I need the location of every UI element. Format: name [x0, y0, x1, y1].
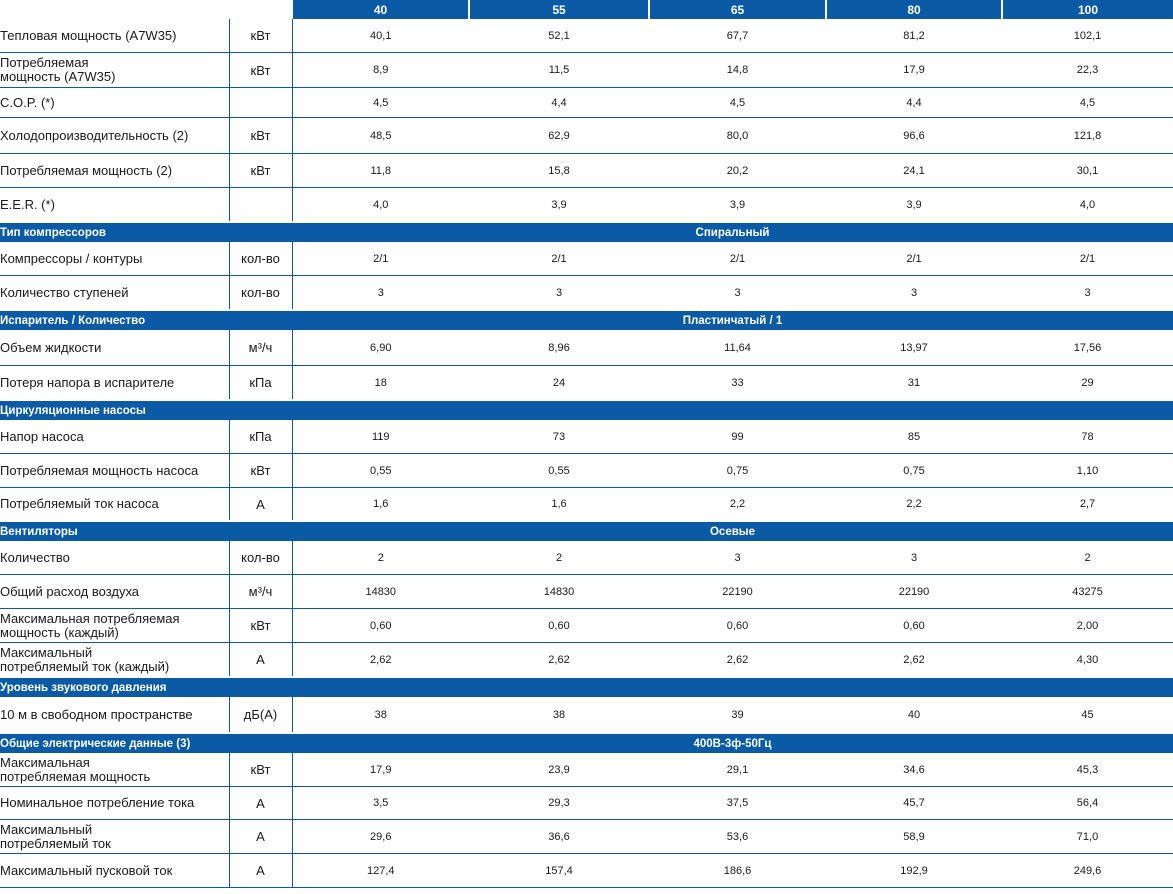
value-cell: 4,5	[1002, 88, 1173, 118]
value-cell: 3,9	[469, 188, 649, 223]
value-cell: 20,2	[649, 154, 826, 188]
value-cell: 8,96	[469, 330, 649, 366]
value-cell: 17,9	[292, 753, 469, 787]
row-unit: кол-во	[229, 276, 292, 311]
row-unit: кол-во	[229, 541, 292, 575]
value-cell: 2,62	[826, 643, 1002, 678]
value-cell: 24,1	[826, 154, 1002, 188]
value-cell: 22190	[826, 575, 1002, 609]
value-cell: 0,60	[649, 609, 826, 643]
value-cell: 53,6	[649, 820, 826, 854]
row-label: Потребляемая мощность (A7W35)	[0, 53, 229, 88]
row-label: Потребляемый ток насоса	[0, 488, 229, 522]
row-label: Общий расход воздуха	[0, 575, 229, 609]
row-label: 10 м в свободном пространстве	[0, 697, 229, 733]
value-cell: 2/1	[649, 242, 826, 276]
table-row	[0, 609, 1173, 643]
value-cell: 38	[469, 697, 649, 733]
section-value: Осевые	[292, 521, 1173, 541]
value-cell: 4,0	[292, 188, 469, 223]
value-cell: 17,56	[1002, 330, 1173, 366]
value-cell: 73	[469, 420, 649, 454]
table-row	[0, 454, 1173, 488]
row-unit: дБ(А)	[229, 697, 292, 733]
row-label: C.O.P. (*)	[0, 88, 229, 118]
table-row	[0, 330, 1173, 366]
row-unit: A	[229, 820, 292, 854]
value-cell: 3,9	[649, 188, 826, 223]
value-cell: 81,2	[826, 19, 1002, 53]
model-header-row	[0, 0, 1173, 19]
value-cell: 0,60	[469, 609, 649, 643]
table-row	[0, 19, 1173, 53]
value-cell: 38	[292, 697, 469, 733]
value-cell: 34,6	[826, 753, 1002, 787]
value-cell: 4,0	[1002, 188, 1173, 223]
value-cell: 71,0	[1002, 820, 1173, 854]
value-cell: 4,5	[649, 88, 826, 118]
section-header-row	[0, 521, 1173, 541]
row-label: Напор насоса	[0, 420, 229, 454]
value-cell: 3	[649, 276, 826, 311]
value-cell: 14830	[469, 575, 649, 609]
value-cell: 36,6	[469, 820, 649, 854]
value-cell: 192,9	[826, 854, 1002, 888]
row-label: Потребляемая мощность насоса	[0, 454, 229, 488]
value-cell: 11,5	[469, 53, 649, 88]
model-header-cell: 100	[1002, 0, 1173, 19]
value-cell: 24	[469, 366, 649, 401]
row-label: Максимальная потребляемая мощность (каждый)	[0, 609, 229, 643]
header-blank-cell	[0, 0, 292, 19]
value-cell: 4,30	[1002, 643, 1173, 678]
table-row	[0, 366, 1173, 401]
table-row	[0, 643, 1173, 678]
row-unit	[229, 188, 292, 223]
value-cell: 29	[1002, 366, 1173, 401]
value-cell: 31	[826, 366, 1002, 401]
model-header-cell: 80	[826, 0, 1002, 19]
model-header-cell: 40	[292, 0, 469, 19]
value-cell: 15,8	[469, 154, 649, 188]
value-cell: 85	[826, 420, 1002, 454]
value-cell: 186,6	[649, 854, 826, 888]
row-unit: кВт	[229, 118, 292, 154]
value-cell: 40,1	[292, 19, 469, 53]
value-cell: 0,60	[292, 609, 469, 643]
value-cell: 2/1	[826, 242, 1002, 276]
value-cell: 45,3	[1002, 753, 1173, 787]
section-header-row	[0, 400, 1173, 420]
value-cell: 13,97	[826, 330, 1002, 366]
value-cell: 4,4	[469, 88, 649, 118]
value-cell: 3	[826, 276, 1002, 311]
table-row	[0, 697, 1173, 733]
value-cell: 3	[826, 541, 1002, 575]
row-label: Номинальное потребление тока	[0, 787, 229, 820]
section-title: Испаритель / Количество	[0, 310, 292, 330]
section-title: Вентиляторы	[0, 521, 292, 541]
value-cell: 45,7	[826, 787, 1002, 820]
value-cell: 2,2	[826, 488, 1002, 522]
row-unit: кВт	[229, 19, 292, 53]
value-cell: 2,62	[292, 643, 469, 678]
row-unit: м³/ч	[229, 330, 292, 366]
value-cell: 2	[469, 541, 649, 575]
value-cell: 3	[649, 541, 826, 575]
value-cell: 11,64	[649, 330, 826, 366]
value-cell: 119	[292, 420, 469, 454]
row-unit: A	[229, 488, 292, 522]
row-label: Потребляемая мощность (2)	[0, 154, 229, 188]
row-unit: кВт	[229, 454, 292, 488]
row-label: Потеря напора в испарителе	[0, 366, 229, 401]
value-cell: 1,6	[292, 488, 469, 522]
table-row	[0, 88, 1173, 118]
section-title: Уровень звукового давления	[0, 677, 292, 697]
table-row	[0, 541, 1173, 575]
table-row	[0, 753, 1173, 787]
value-cell: 17,9	[826, 53, 1002, 88]
row-unit: кПа	[229, 366, 292, 401]
value-cell: 121,8	[1002, 118, 1173, 154]
value-cell: 0,75	[649, 454, 826, 488]
value-cell: 0,55	[469, 454, 649, 488]
table-row	[0, 188, 1173, 223]
value-cell: 99	[649, 420, 826, 454]
section-header-row	[0, 733, 1173, 753]
section-value	[292, 677, 1173, 697]
table-row	[0, 420, 1173, 454]
value-cell: 2/1	[1002, 242, 1173, 276]
value-cell: 2,62	[469, 643, 649, 678]
row-label: Холодопроизводительность (2)	[0, 118, 229, 154]
row-label: E.E.R. (*)	[0, 188, 229, 223]
row-unit: кол-во	[229, 242, 292, 276]
value-cell: 249,6	[1002, 854, 1173, 888]
value-cell: 48,5	[292, 118, 469, 154]
value-cell: 3	[469, 276, 649, 311]
value-cell: 127,4	[292, 854, 469, 888]
value-cell: 40	[826, 697, 1002, 733]
value-cell: 67,7	[649, 19, 826, 53]
value-cell: 29,6	[292, 820, 469, 854]
value-cell: 37,5	[649, 787, 826, 820]
section-title: Циркуляционные насосы	[0, 400, 292, 420]
value-cell: 23,9	[469, 753, 649, 787]
table-row	[0, 118, 1173, 154]
value-cell: 157,4	[469, 854, 649, 888]
value-cell: 0,75	[826, 454, 1002, 488]
value-cell: 14830	[292, 575, 469, 609]
table-row	[0, 787, 1173, 820]
value-cell: 11,8	[292, 154, 469, 188]
row-label: Количество ступеней	[0, 276, 229, 311]
row-label: Максимальный потребляемый ток (каждый)	[0, 643, 229, 678]
value-cell: 2,7	[1002, 488, 1173, 522]
row-unit	[229, 88, 292, 118]
row-unit: кВт	[229, 609, 292, 643]
value-cell: 29,1	[649, 753, 826, 787]
section-title: Тип компрессоров	[0, 222, 292, 242]
table-row	[0, 488, 1173, 522]
row-label: Компрессоры / контуры	[0, 242, 229, 276]
value-cell: 29,3	[469, 787, 649, 820]
table-row	[0, 242, 1173, 276]
value-cell: 58,9	[826, 820, 1002, 854]
value-cell: 14,8	[649, 53, 826, 88]
value-cell: 0,55	[292, 454, 469, 488]
value-cell: 56,4	[1002, 787, 1173, 820]
value-cell: 30,1	[1002, 154, 1173, 188]
table-row	[0, 575, 1173, 609]
value-cell: 96,6	[826, 118, 1002, 154]
value-cell: 80,0	[649, 118, 826, 154]
section-value: Спиральный	[292, 222, 1173, 242]
row-unit: кВт	[229, 53, 292, 88]
value-cell: 0,60	[826, 609, 1002, 643]
value-cell: 18	[292, 366, 469, 401]
value-cell: 52,1	[469, 19, 649, 53]
section-header-row	[0, 222, 1173, 242]
spec-table-body	[0, 19, 1173, 888]
model-header-cell: 65	[649, 0, 826, 19]
value-cell: 39	[649, 697, 826, 733]
section-value: Пластинчатый / 1	[292, 310, 1173, 330]
value-cell: 2,2	[649, 488, 826, 522]
value-cell: 2	[292, 541, 469, 575]
value-cell: 8,9	[292, 53, 469, 88]
value-cell: 1,10	[1002, 454, 1173, 488]
table-row	[0, 276, 1173, 311]
value-cell: 2	[1002, 541, 1173, 575]
value-cell: 62,9	[469, 118, 649, 154]
value-cell: 102,1	[1002, 19, 1173, 53]
row-unit: кВт	[229, 753, 292, 787]
row-label: Максимальный пусковой ток	[0, 854, 229, 888]
value-cell: 2/1	[292, 242, 469, 276]
row-unit: м³/ч	[229, 575, 292, 609]
row-unit: кПа	[229, 420, 292, 454]
table-row	[0, 820, 1173, 854]
value-cell: 33	[649, 366, 826, 401]
value-cell: 6,90	[292, 330, 469, 366]
row-unit: A	[229, 787, 292, 820]
value-cell: 4,4	[826, 88, 1002, 118]
model-header-cell: 55	[469, 0, 649, 19]
row-label: Максимальная потребляемая мощность	[0, 753, 229, 787]
row-unit: A	[229, 643, 292, 678]
value-cell: 2/1	[469, 242, 649, 276]
section-header-row	[0, 677, 1173, 697]
value-cell: 45	[1002, 697, 1173, 733]
value-cell: 3	[292, 276, 469, 311]
value-cell: 2,62	[649, 643, 826, 678]
row-label: Тепловая мощность (A7W35)	[0, 19, 229, 53]
value-cell: 3,5	[292, 787, 469, 820]
value-cell: 22190	[649, 575, 826, 609]
section-value: 400В-3ф-50Гц	[292, 733, 1173, 753]
value-cell: 4,5	[292, 88, 469, 118]
table-row	[0, 53, 1173, 88]
table-row	[0, 854, 1173, 888]
value-cell: 2,00	[1002, 609, 1173, 643]
value-cell: 3	[1002, 276, 1173, 311]
row-unit: A	[229, 854, 292, 888]
row-label: Количество	[0, 541, 229, 575]
row-label: Объем жидкости	[0, 330, 229, 366]
value-cell: 22,3	[1002, 53, 1173, 88]
value-cell: 1,6	[469, 488, 649, 522]
value-cell: 3,9	[826, 188, 1002, 223]
table-row	[0, 154, 1173, 188]
row-label: Максимальный потребляемый ток	[0, 820, 229, 854]
section-title: Общие электрические данные (3)	[0, 733, 292, 753]
row-unit: кВт	[229, 154, 292, 188]
value-cell: 78	[1002, 420, 1173, 454]
section-header-row	[0, 310, 1173, 330]
section-value	[292, 400, 1173, 420]
value-cell: 43275	[1002, 575, 1173, 609]
